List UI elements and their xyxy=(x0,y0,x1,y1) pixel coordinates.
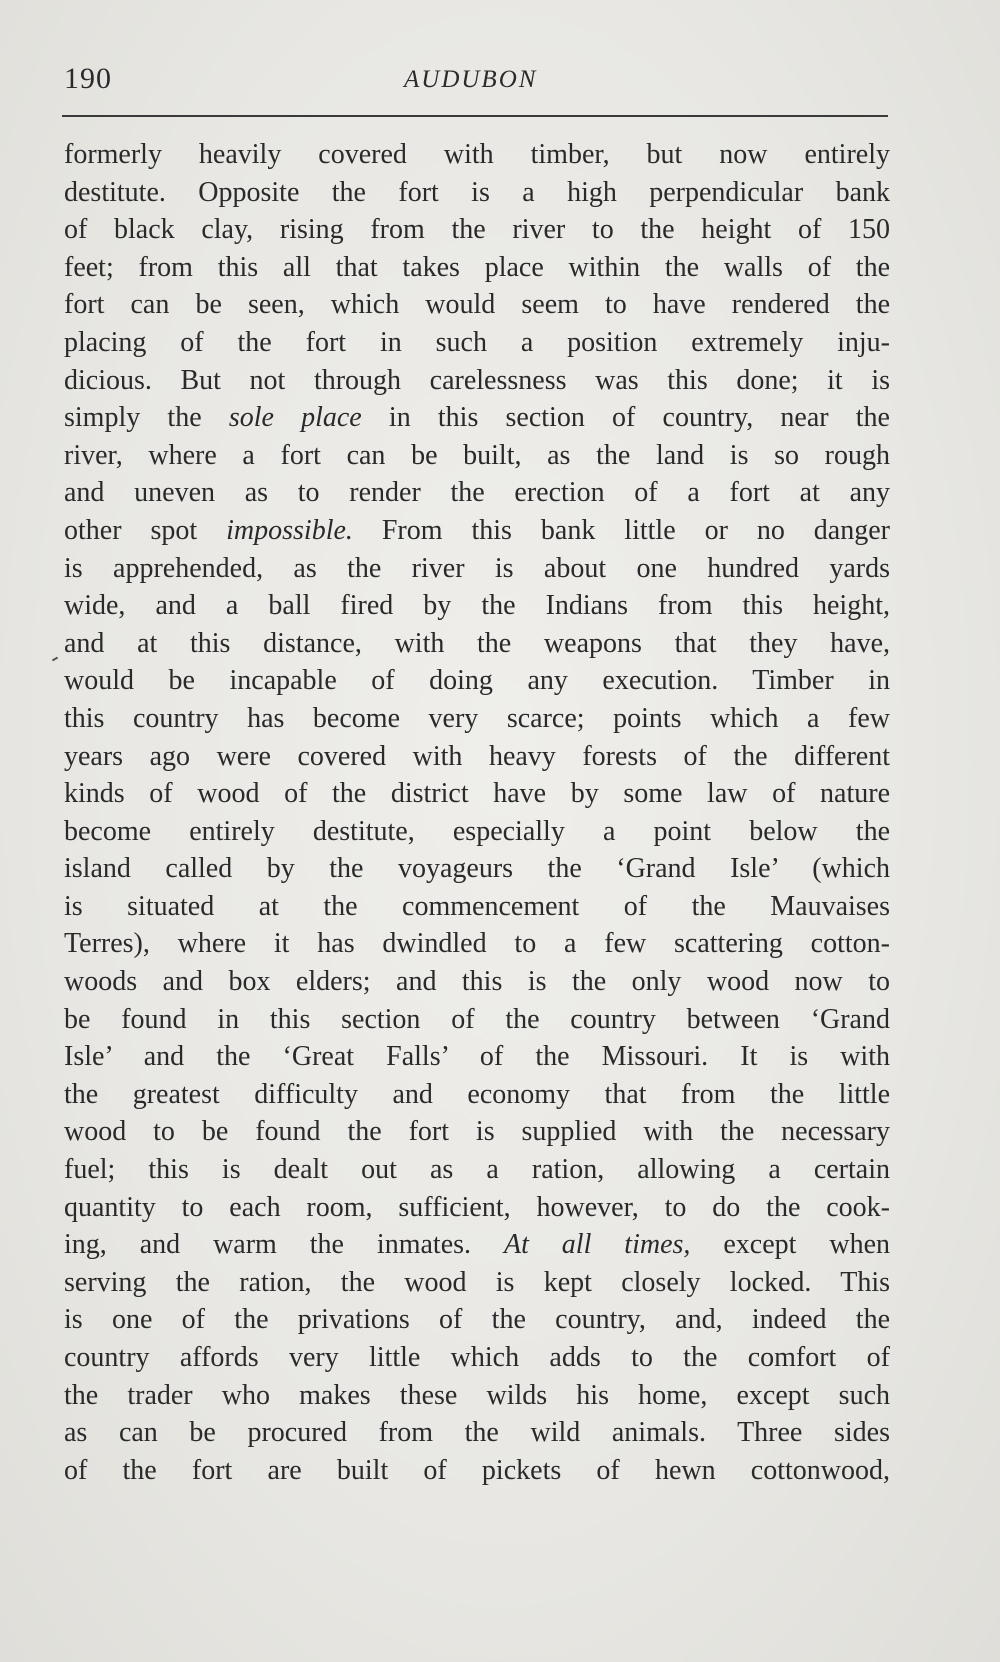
text-line xyxy=(64,850,890,888)
text-line xyxy=(64,1189,890,1227)
text-line xyxy=(64,512,890,550)
text-segment: kinds of wood of the district have by some law of nature xyxy=(64,778,890,810)
text-line xyxy=(64,1151,890,1189)
text-line xyxy=(64,249,890,287)
text-line xyxy=(64,775,890,813)
text-line xyxy=(64,1001,890,1039)
text-line xyxy=(64,211,890,249)
text-segment: is situated at the commencement of the Mauvaises xyxy=(64,890,890,922)
text-segment: become entirely destitute, especially a point below the xyxy=(64,815,890,847)
text-segment: and at this distance, with the weapons that they have, xyxy=(64,627,890,659)
text-line xyxy=(64,1226,890,1264)
text-line xyxy=(64,324,890,362)
text-segment: wide, and a ball fired by the Indians from this height, xyxy=(64,590,890,622)
text-line xyxy=(64,662,890,700)
text-segment: quantity to each room, sufficient, however, to do the cook- xyxy=(64,1191,890,1223)
text-segment: is apprehended, as the river is about one hundred yards xyxy=(64,552,890,584)
italic-phrase: impossible. xyxy=(226,514,353,546)
text-line xyxy=(64,1038,890,1076)
text-segment: the trader who makes these wilds his home, except such xyxy=(64,1379,890,1411)
text-segment: and uneven as to render the erection of a fort at any xyxy=(64,477,890,509)
text-segment: this country has become very scarce; points which a few xyxy=(64,702,890,734)
text-segment: island called by the voyageurs the ‘Grand Isle’ (which xyxy=(64,853,890,885)
text-line xyxy=(64,625,890,663)
text-segment: Isle’ and the ‘Great Falls’ of the Missouri. It is with xyxy=(64,1041,890,1073)
text-segment: of black clay, rising from the river to the height of 150 xyxy=(64,214,890,246)
text-segment: placing of the fort in such a position extremely inju- xyxy=(64,326,890,358)
text-segment: other spot xyxy=(64,514,227,546)
text-segment: From this bank little or no danger xyxy=(352,514,890,546)
page-number: 190 xyxy=(64,62,112,95)
body-text xyxy=(64,136,890,1489)
page-header xyxy=(64,62,889,108)
text-segment: in this section of country, near the xyxy=(361,402,890,434)
text-line xyxy=(64,174,890,212)
text-segment: feet; from this all that takes place within the walls of the xyxy=(64,251,890,283)
text-segment: serving the ration, the wood is kept closely locked. This xyxy=(64,1266,890,1298)
text-segment: country affords very little which adds to the comfort of xyxy=(64,1342,890,1373)
text-line xyxy=(64,963,890,1001)
text-line xyxy=(64,1414,890,1452)
text-line xyxy=(64,1264,890,1302)
text-segment: is one of the privations of the country, and, indeed the xyxy=(64,1304,890,1336)
text-line xyxy=(64,888,890,926)
header-rule xyxy=(62,115,888,117)
text-segment: of the fort are built of pickets of hewn cottonwood, xyxy=(64,1454,890,1486)
text-line xyxy=(64,136,890,174)
text-line xyxy=(64,925,890,963)
stray-ink-mark xyxy=(52,657,58,662)
text-segment: years ago were covered with heavy forests of the different xyxy=(64,740,890,772)
text-line xyxy=(64,1452,890,1490)
text-segment: would be incapable of doing any execution. Timber in xyxy=(64,665,890,697)
text-line xyxy=(64,700,890,738)
text-line xyxy=(64,1076,890,1114)
text-line xyxy=(64,738,890,776)
text-segment: formerly heavily covered with timber, but now entirely xyxy=(64,139,890,170)
italic-phrase: sole place xyxy=(228,402,362,434)
text-segment: Terres), where it has dwindled to a few scattering cotton- xyxy=(64,928,890,960)
running-head: AUDUBON xyxy=(404,66,538,93)
text-segment: be found in this section of the country between ‘Grand xyxy=(64,1003,890,1035)
text-line xyxy=(64,1301,890,1339)
text-line xyxy=(64,587,890,625)
text-line xyxy=(64,362,890,400)
text-line xyxy=(64,813,890,851)
text-segment: as can be procured from the wild animals. Three sides xyxy=(64,1417,890,1449)
text-segment: simply the xyxy=(64,402,229,434)
text-line xyxy=(64,437,890,475)
text-segment: woods and box elders; and this is the only wood now to xyxy=(64,966,890,998)
text-segment: wood to be found the fort is supplied with the necessary xyxy=(64,1116,890,1148)
text-line xyxy=(64,474,890,512)
text-segment: fort can be seen, which would seem to have rendered the xyxy=(64,289,890,321)
text-segment: except when xyxy=(690,1229,890,1261)
text-line xyxy=(64,286,890,324)
text-segment: fuel; this is dealt out as a ration, allowing a certain xyxy=(64,1154,890,1186)
text-segment: destitute. Opposite the fort is a high perpendicular bank xyxy=(64,176,890,208)
text-segment: river, where a fort can be built, as the land is so rough xyxy=(64,439,890,471)
text-segment: ing, and warm the inmates. xyxy=(64,1229,504,1261)
text-line xyxy=(64,1377,890,1415)
text-line xyxy=(64,1339,890,1377)
text-line xyxy=(64,399,890,437)
text-segment: the greatest difficulty and economy that from the little xyxy=(64,1078,890,1110)
text-line xyxy=(64,1113,890,1151)
text-segment: dicious. But not through carelessness was this done; it is xyxy=(64,364,890,396)
text-line xyxy=(64,550,890,588)
italic-phrase: At all times, xyxy=(503,1229,691,1261)
